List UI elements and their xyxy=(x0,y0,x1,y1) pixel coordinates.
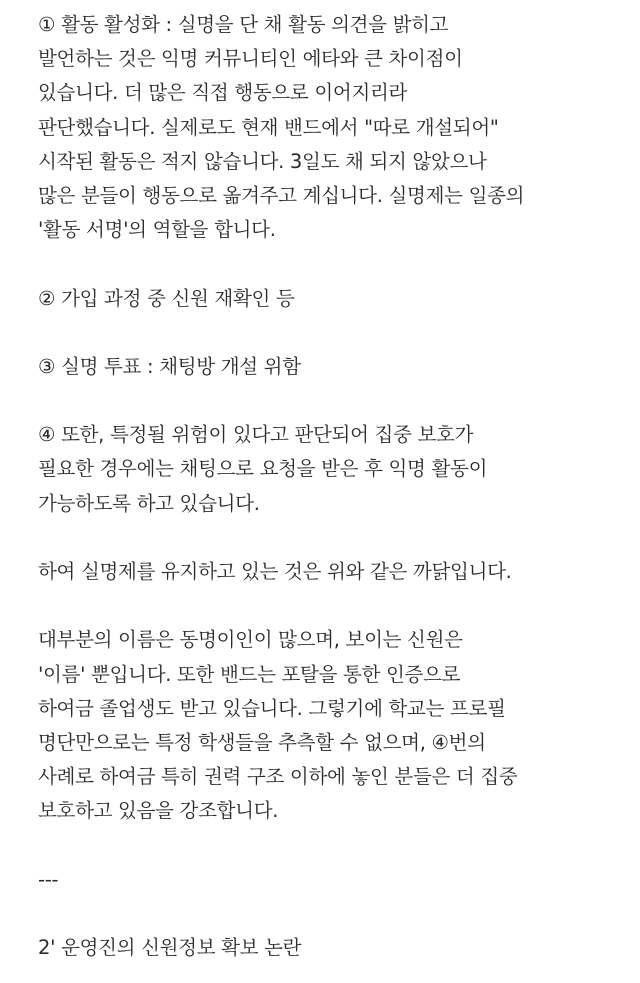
paragraph-real-name-vote xyxy=(38,350,633,384)
text-line: 명단만으로는 특정 학생들을 추측할 수 없으며, ④번의 xyxy=(38,730,486,754)
paragraph-identity-recheck xyxy=(38,282,633,316)
text-line: 있습니다. 더 많은 직접 행동으로 이어지리라 xyxy=(38,81,408,105)
text-line: ④ 또한, 특정될 위험이 있다고 판단되어 집중 보호가 xyxy=(38,423,474,447)
paragraph-gap xyxy=(38,521,633,555)
text-line: 필요한 경우에는 채팅으로 요청을 받은 후 익명 활동이 xyxy=(38,457,488,481)
text-line: 많은 분들이 행동으로 옮겨주고 계십니다. 실명제는 일종의 xyxy=(38,183,525,207)
text-line: 하여 실명제를 유지하고 있는 것은 위와 같은 까닭입니다. xyxy=(38,560,512,583)
paragraph-gap xyxy=(38,589,633,623)
text-line: 판단했습니다. 실제로도 현재 밴드에서 "따로 개설되어" xyxy=(38,115,499,139)
text-line: 보호하고 있음을 강조합니다. xyxy=(38,799,279,823)
section-heading xyxy=(38,931,633,965)
text-line: 사례로 하여금 특히 권력 구조 이하에 놓인 분들은 더 집중 xyxy=(38,765,518,789)
paragraph-anonymous-protection xyxy=(38,418,633,521)
section-divider xyxy=(38,863,633,897)
text-line: ② 가입 과정 중 신원 재확인 등 xyxy=(38,286,295,310)
paragraph-gap xyxy=(38,316,633,350)
paragraph-gap xyxy=(38,829,633,863)
paragraph-gap xyxy=(38,897,633,931)
paragraph-activity-activation xyxy=(38,8,633,247)
text-line: '활동 서명'의 역할을 합니다. xyxy=(38,218,276,242)
text-line: '이름' 뿐입니다. 또한 밴드는 포탈을 통한 인증으로 xyxy=(38,662,461,686)
heading-text: 2' 운영진의 신원정보 확보 논란 xyxy=(38,936,302,960)
paragraph-gap xyxy=(38,384,633,418)
text-line: 발언하는 것은 익명 커뮤니티인 에타와 큰 차이점이 xyxy=(38,47,463,71)
document-body xyxy=(38,8,633,965)
paragraph-gap xyxy=(38,247,633,281)
paragraph-summary xyxy=(38,555,633,589)
text-line: ③ 실명 투표 : 채팅방 개설 위함 xyxy=(38,354,301,378)
text-line: ① 활동 활성화 : 실명을 단 채 활동 의견을 밝히고 xyxy=(38,13,449,36)
text-line: 시작된 활동은 적지 않습니다. 3일도 채 되지 않았으나 xyxy=(38,149,487,173)
text-line: 하여금 졸업생도 받고 있습니다. 그렇기에 학교는 프로필 xyxy=(38,696,506,720)
paragraph-name-explanation xyxy=(38,623,633,828)
text-line: 대부분의 이름은 동명이인이 많으며, 보이는 신원은 xyxy=(38,628,463,652)
divider-text: --- xyxy=(38,867,59,891)
text-line: 가능하도록 하고 있습니다. xyxy=(38,491,260,515)
